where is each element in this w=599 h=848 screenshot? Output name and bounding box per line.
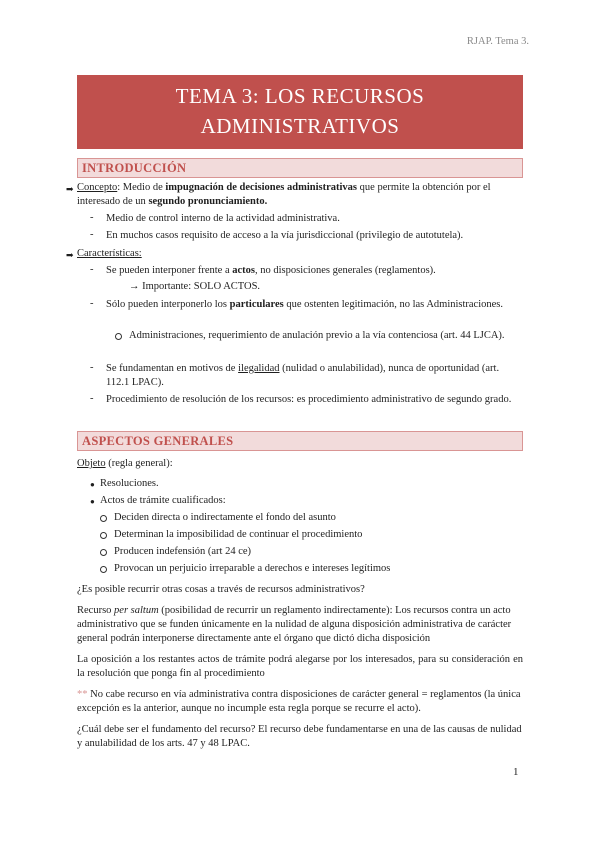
objeto-line: [77, 457, 173, 471]
concepto-label: Concepto: [77, 182, 118, 193]
caracteristica-3: [106, 362, 523, 390]
underlined-text: ilegalidad: [238, 363, 280, 374]
dash-bullet: -: [90, 229, 94, 240]
concepto-bold-2: segundo pronunciamiento.: [148, 196, 268, 207]
arrow-bullet-icon: ➡: [66, 184, 74, 194]
title-line-1: TEMA 3: LOS RECURSOS: [175, 84, 425, 108]
arrow-bullet-icon: ➡: [66, 250, 74, 260]
circle-bullet-icon: [100, 549, 107, 556]
concepto-paragraph: [77, 181, 523, 209]
page-number: 1: [513, 766, 519, 778]
dash-bullet: -: [90, 393, 94, 404]
circle-bullet-icon: [115, 333, 122, 340]
caracteristica-1: [106, 264, 523, 278]
question-1: ¿Es posible recurrir otras cosas a través de recursos administrativos?: [77, 584, 365, 595]
bullet-dot-icon: ●: [90, 480, 95, 489]
concepto-sub-1: Medio de control interno de la actividad administrativa.: [106, 213, 340, 224]
text: (nulidad o anulabilidad), nunca de oportunidad (art. 112.1 LPAC).: [106, 363, 500, 388]
dash-bullet: -: [90, 298, 94, 309]
text: , no disposiciones generales (reglamentos).: [255, 265, 436, 276]
circle-bullet-icon: [100, 532, 107, 539]
objeto-label: Objeto: [77, 458, 106, 469]
bold-text: particulares: [229, 299, 284, 310]
text: (posibilidad de recurrir un reglamento indirectamente): Los recursos contra un acto administrativo que se funden únicamente en la nulidad de alguna disposición administrativa de carácter general podrán interponerse directamente ante el órgano que dictó dicha disposición: [77, 605, 512, 644]
objeto-sub-1: Deciden directa o indirectamente el fondo del asunto: [114, 512, 336, 523]
text: Se fundamentan en motivos de: [106, 363, 239, 374]
title-line-2: ADMINISTRATIVOS: [200, 114, 400, 138]
objeto-sub-2: Determinan la imposibilidad de continuar el procedimiento: [114, 529, 363, 540]
objeto-sub-3: Producen indefensión (art 24 ce): [114, 546, 252, 557]
caracteristicas-label: Características:: [77, 248, 142, 259]
oposicion-paragraph: La oposición a los restantes actos de trámite podrá alegarse por los interesados, para su consideración en la resolución que ponga fin al procedimiento: [77, 654, 523, 679]
concepto-sub-2: En muchos casos requisito de acceso a la vía jurisdiccional (privilegio de autotutela).: [106, 230, 464, 241]
text: Sólo pueden interponerlo los: [106, 299, 230, 310]
per-saltum-paragraph: [77, 604, 523, 646]
caracteristica-2: [106, 298, 523, 312]
dash-bullet: -: [90, 212, 94, 223]
concepto-text-2: que permite la obtención por el interesado de un: [77, 182, 491, 207]
caracteristica-2-sub: Administraciones, requerimiento de anulación previo a la vía contenciosa (art. 44 LJCA).: [129, 330, 505, 341]
objeto-item-1: Resoluciones.: [100, 478, 159, 489]
dash-bullet: -: [90, 362, 94, 373]
text: que ostenten legitimación, no las Administraciones.: [283, 299, 504, 310]
caracteristica-4: Procedimiento de resolución de los recursos: es procedimiento administrativo de segundo grado.: [106, 394, 512, 405]
text: Se pueden interponer frente a: [106, 265, 233, 276]
concepto-bold-1: impugnación de decisiones administrativas: [165, 182, 358, 193]
dash-bullet: -: [90, 264, 94, 275]
text: Recurso: [77, 605, 115, 616]
circle-bullet-icon: [100, 515, 107, 522]
asterisk-mark: **: [77, 689, 88, 700]
italic-text: per saltum: [114, 605, 159, 616]
objeto-item-2: Actos de trámite cualificados:: [100, 495, 226, 506]
note-paragraph: [77, 688, 523, 716]
circle-bullet-icon: [100, 566, 107, 573]
concepto-text: : Medio de: [117, 182, 166, 193]
section-heading-introduccion: INTRODUCCIÓN: [77, 158, 523, 178]
text: No cabe recurso en vía administrativa contra disposiciones de carácter general = reglamentos (la única excepción es la anterior, aunque no incumple esta regla porque se recurre el acto).: [77, 689, 521, 714]
bullet-dot-icon: ●: [90, 497, 95, 506]
header-running-title: RJAP. Tema 3.: [466, 36, 529, 47]
caracteristica-1-note: → Importante: SOLO ACTOS.: [129, 281, 261, 292]
section-heading-aspectos-generales: ASPECTOS GENERALES: [77, 431, 523, 451]
fundamento-paragraph: ¿Cuál debe ser el fundamento del recurso? El recurso debe fundamentarse en una de las causas de nulidad y anulabilidad de los arts. 47 y 48 LPAC.: [77, 724, 522, 749]
bold-text: actos: [232, 265, 255, 276]
title-banner: [77, 75, 523, 149]
text: (regla general):: [105, 458, 173, 469]
objeto-sub-4: Provocan un perjuicio irreparable a derechos e intereses legítimos: [114, 563, 391, 574]
